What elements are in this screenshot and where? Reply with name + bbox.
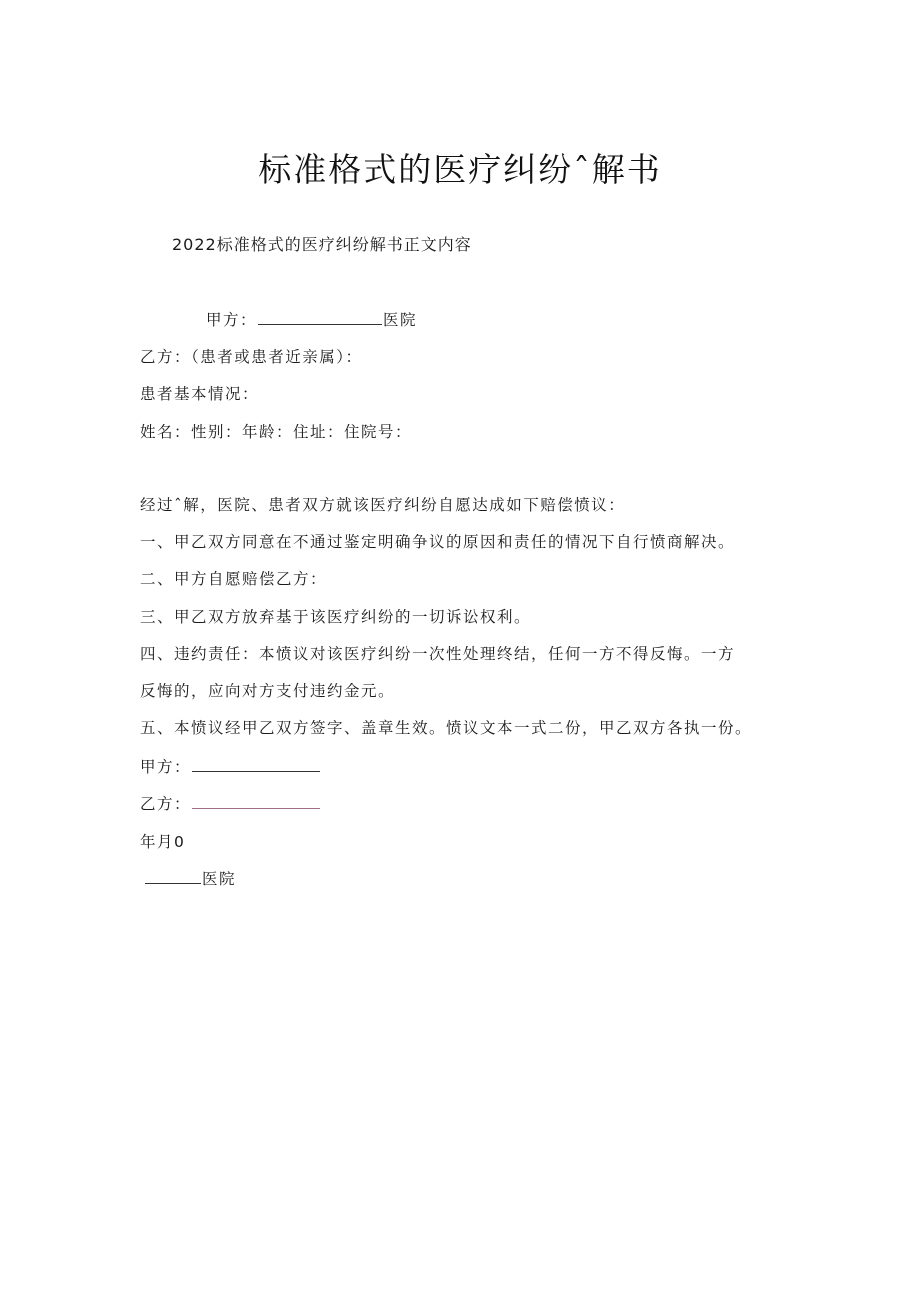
clause-2: 二、甲方自愿赔偿乙方：	[140, 570, 328, 588]
clause-4-line-1: 四、违约责任：本愤议对该医疗纠纷一次性处理终结，任何一方不得反悔。一方	[140, 645, 736, 663]
sign-a-line	[140, 755, 321, 779]
sign-a-blank	[192, 755, 320, 772]
patient-fields: 姓名：性别：年龄：住址：住院号：	[140, 423, 413, 441]
clause-4-line-2: 反悔的，应向对方支付违约金元。	[140, 682, 396, 700]
hospital-blank	[145, 867, 201, 884]
party-a-blank	[258, 308, 382, 325]
party-a-suffix: 医院	[383, 311, 418, 329]
party-a-label: 甲方：	[206, 311, 258, 329]
hospital-sign-line	[144, 867, 236, 891]
party-b-line: 乙方：（患者或患者近亲属）：	[140, 348, 363, 366]
clause-5: 五、本愤议经甲乙双方签字、盖章生效。愤议文本一式二份，甲乙双方各执一份。	[140, 719, 753, 737]
clause-3: 三、甲乙双方放弃基于该医疗纠纷的一切诉讼权利。	[140, 608, 532, 626]
document-subtitle: 2022标准格式的医疗纠纷解书正文内容	[172, 235, 472, 254]
hospital-suffix: 医院	[202, 870, 237, 888]
sign-b-blank	[192, 792, 320, 809]
intro-paragraph: 经过ˆ解，医院、患者双方就该医疗纠纷自愿达成如下赔偿愤议：	[140, 496, 626, 514]
clause-1: 一、甲乙双方同意在不通过鉴定明确争议的原因和责任的情况下自行愤商解决。	[140, 533, 736, 551]
sign-b-line	[140, 792, 321, 816]
party-a-line	[206, 308, 417, 332]
patient-info-heading: 患者基本情况：	[140, 385, 260, 403]
sign-b-label: 乙方：	[140, 795, 192, 813]
date-line: 年月0	[140, 833, 186, 851]
document-title: 标准格式的医疗纠纷ˆ解书	[258, 150, 662, 189]
sign-a-label: 甲方：	[140, 758, 192, 776]
